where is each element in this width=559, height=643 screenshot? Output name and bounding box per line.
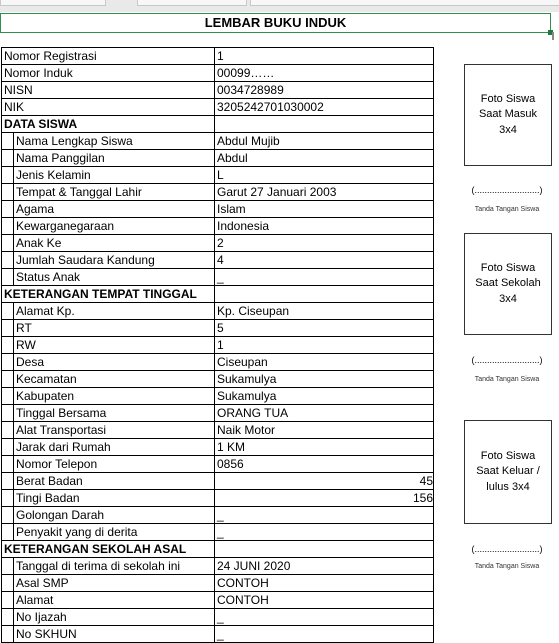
sheet-tab-strip — [0, 0, 559, 12]
field-value[interactable]: 00099…… — [215, 65, 434, 82]
table-row — [2, 490, 434, 507]
field-value[interactable]: CONTOH — [215, 575, 434, 592]
sheet-tab[interactable] — [250, 0, 559, 6]
empty-cell[interactable] — [215, 116, 434, 133]
table-row — [2, 456, 434, 473]
field-label[interactable]: Jumlah Saudara Kandung — [14, 252, 215, 269]
field-value[interactable]: 156 — [215, 490, 434, 507]
field-value[interactable]: CONTOH — [215, 592, 434, 609]
indent-cell[interactable] — [2, 524, 14, 541]
field-value[interactable]: Kp. Ciseupan — [215, 303, 434, 320]
field-label[interactable]: RT — [14, 320, 215, 337]
empty-cell[interactable] — [215, 286, 434, 303]
field-value[interactable]: 45 — [215, 473, 434, 490]
indent-cell[interactable] — [2, 150, 14, 167]
table-row — [2, 388, 434, 405]
indent-cell[interactable] — [2, 320, 14, 337]
field-value[interactable]: Islam — [215, 201, 434, 218]
indent-cell[interactable] — [2, 371, 14, 388]
indent-cell[interactable] — [2, 456, 14, 473]
field-value[interactable]: _ — [215, 269, 434, 286]
field-label[interactable]: Kecamatan — [14, 371, 215, 388]
field-label[interactable]: Nomor Induk — [2, 65, 215, 82]
signature-line: (..........................) — [471, 544, 543, 554]
field-label[interactable]: No SKHUN — [14, 626, 215, 643]
indent-cell[interactable] — [2, 439, 14, 456]
photo-box-graduation[interactable] — [464, 420, 552, 524]
indent-cell[interactable] — [2, 405, 14, 422]
field-value[interactable]: 24 JUNI 2020 — [215, 558, 434, 575]
signature-line: (..........................) — [471, 185, 543, 195]
field-label[interactable]: NIK — [2, 99, 215, 116]
section-title[interactable]: KETERANGAN TEMPAT TINGGAL — [2, 286, 215, 303]
field-label[interactable]: Tempat & Tanggal Lahir — [14, 184, 215, 201]
field-label[interactable]: Status Anak — [14, 269, 215, 286]
student-record-table — [1, 47, 434, 643]
field-label[interactable]: Alat Transportasi — [14, 422, 215, 439]
indent-cell[interactable] — [2, 252, 14, 269]
field-value[interactable]: 1 — [215, 48, 434, 65]
field-value[interactable]: 2 — [215, 235, 434, 252]
section-header-row — [2, 541, 434, 558]
field-label[interactable]: Kabupaten — [14, 388, 215, 405]
indent-cell[interactable] — [2, 133, 14, 150]
field-label[interactable]: RW — [14, 337, 215, 354]
indent-cell[interactable] — [2, 609, 14, 626]
indent-cell[interactable] — [2, 167, 14, 184]
photo-label-line: Foto Siswa — [480, 449, 536, 462]
field-value[interactable]: 0856 — [215, 456, 434, 473]
table-row — [2, 609, 434, 626]
field-value[interactable]: Naik Motor — [215, 422, 434, 439]
indent-cell[interactable] — [2, 422, 14, 439]
indent-cell[interactable] — [2, 235, 14, 252]
table-row — [2, 558, 434, 575]
table-row — [2, 218, 434, 235]
field-value[interactable]: _ — [215, 507, 434, 524]
table-row — [2, 48, 434, 65]
section-title[interactable]: KETERANGAN SEKOLAH ASAL — [2, 541, 215, 558]
column-edge-marker — [552, 32, 554, 40]
field-value[interactable]: 4 — [215, 252, 434, 269]
table-row — [2, 524, 434, 541]
signature-caption: Tanda Tangan Siswa — [474, 376, 540, 383]
signature-caption: Tanda Tangan Siswa — [474, 206, 540, 213]
indent-cell[interactable] — [2, 490, 14, 507]
field-label[interactable]: Nomor Telepon — [14, 456, 215, 473]
field-label[interactable]: Asal SMP — [14, 575, 215, 592]
signature-caption: Tanda Tangan Siswa — [474, 563, 540, 570]
table-row — [2, 592, 434, 609]
field-value[interactable]: Ciseupan — [215, 354, 434, 371]
table-row — [2, 150, 434, 167]
table-row — [2, 405, 434, 422]
field-label[interactable]: Nama Lengkap Siswa — [14, 133, 215, 150]
photo-label-line: 3x4 — [499, 123, 517, 136]
photo-label-line: Saat Masuk — [478, 108, 538, 121]
photo-box-entry[interactable] — [464, 64, 552, 166]
table-row — [2, 184, 434, 201]
empty-cell[interactable] — [215, 541, 434, 558]
table-row — [2, 201, 434, 218]
table-row — [2, 65, 434, 82]
field-value[interactable]: _ — [215, 524, 434, 541]
field-value[interactable]: 1 KM — [215, 439, 434, 456]
indent-cell[interactable] — [2, 592, 14, 609]
section-title[interactable]: DATA SISWA — [2, 116, 215, 133]
indent-cell[interactable] — [2, 626, 14, 643]
field-label[interactable]: Jarak dari Rumah — [14, 439, 215, 456]
field-label[interactable]: Berat Badan — [14, 473, 215, 490]
indent-cell[interactable] — [2, 575, 14, 592]
table-row — [2, 626, 434, 643]
field-label[interactable]: No Ijazah — [14, 609, 215, 626]
field-label[interactable]: Agama — [14, 201, 215, 218]
indent-cell[interactable] — [2, 184, 14, 201]
table-row — [2, 422, 434, 439]
field-value[interactable]: Abdul — [215, 150, 434, 167]
table-row — [2, 99, 434, 116]
table-row — [2, 252, 434, 269]
table-row — [2, 133, 434, 150]
photo-label-line: Saat Sekolah — [475, 277, 541, 290]
field-value[interactable]: L — [215, 167, 434, 184]
indent-cell[interactable] — [2, 269, 14, 286]
field-label[interactable]: Nomor Registrasi — [2, 48, 215, 65]
photo-label-line: 3x4 — [499, 292, 517, 305]
field-value[interactable]: 5 — [215, 320, 434, 337]
signature-line: (..........................) — [471, 355, 543, 365]
field-label[interactable]: Nama Panggilan — [14, 150, 215, 167]
indent-cell[interactable] — [2, 337, 14, 354]
field-value[interactable]: ORANG TUA — [215, 405, 434, 422]
field-label[interactable]: Anak Ke — [14, 235, 215, 252]
table-row — [2, 507, 434, 524]
field-label[interactable]: Alamat — [14, 592, 215, 609]
field-value[interactable]: 0034728989 — [215, 82, 434, 99]
field-label[interactable]: Penyakit yang di derita — [14, 524, 215, 541]
indent-cell[interactable] — [2, 558, 14, 575]
photo-label-line: Foto Siswa — [480, 92, 536, 105]
sheet-tab[interactable] — [137, 0, 247, 6]
field-label[interactable]: Alamat Kp. — [14, 303, 215, 320]
field-label[interactable]: Jenis Kelamin — [14, 167, 215, 184]
field-label[interactable]: NISN — [2, 82, 215, 99]
field-value[interactable]: Indonesia — [215, 218, 434, 235]
field-value[interactable]: Sukamulya — [215, 371, 434, 388]
field-value[interactable]: 1 — [215, 337, 434, 354]
page-title[interactable]: LEMBAR BUKU INDUK — [0, 13, 551, 33]
field-value[interactable]: Abdul Mujib — [215, 133, 434, 150]
field-label[interactable]: Tinggal Bersama — [14, 405, 215, 422]
photo-label-line: Foto Siswa — [480, 261, 536, 274]
field-value[interactable]: 3205242701030002 — [215, 99, 434, 116]
table-row — [2, 371, 434, 388]
table-row — [2, 82, 434, 99]
field-value[interactable]: Garut 27 Januari 2003 — [215, 184, 434, 201]
table-row — [2, 320, 434, 337]
field-value[interactable]: Sukamulya — [215, 388, 434, 405]
indent-cell[interactable] — [2, 201, 14, 218]
field-value[interactable]: _ — [215, 626, 434, 643]
table-row — [2, 575, 434, 592]
field-label[interactable]: Tingi Badan — [14, 490, 215, 507]
field-label[interactable]: Kewarganegaraan — [14, 218, 215, 235]
indent-cell[interactable] — [2, 303, 14, 320]
table-row — [2, 337, 434, 354]
indent-cell[interactable] — [2, 507, 14, 524]
sheet-tab[interactable] — [0, 0, 106, 6]
table-row — [2, 473, 434, 490]
field-label[interactable]: Tanggal di terima di sekolah ini — [14, 558, 215, 575]
table-row — [2, 235, 434, 252]
indent-cell[interactable] — [2, 473, 14, 490]
section-header-row — [2, 116, 434, 133]
table-row — [2, 303, 434, 320]
photo-box-school[interactable] — [464, 233, 552, 335]
table-row — [2, 354, 434, 371]
indent-cell[interactable] — [2, 354, 14, 371]
field-value[interactable]: _ — [215, 609, 434, 626]
field-label[interactable]: Desa — [14, 354, 215, 371]
indent-cell[interactable] — [2, 218, 14, 235]
table-row — [2, 439, 434, 456]
section-header-row — [2, 286, 434, 303]
table-row — [2, 167, 434, 184]
table-row — [2, 269, 434, 286]
photo-label-line: lulus 3x4 — [486, 480, 530, 493]
field-label[interactable]: Golongan Darah — [14, 507, 215, 524]
indent-cell[interactable] — [2, 388, 14, 405]
photo-label-line: Saat Keluar / — [476, 465, 540, 478]
